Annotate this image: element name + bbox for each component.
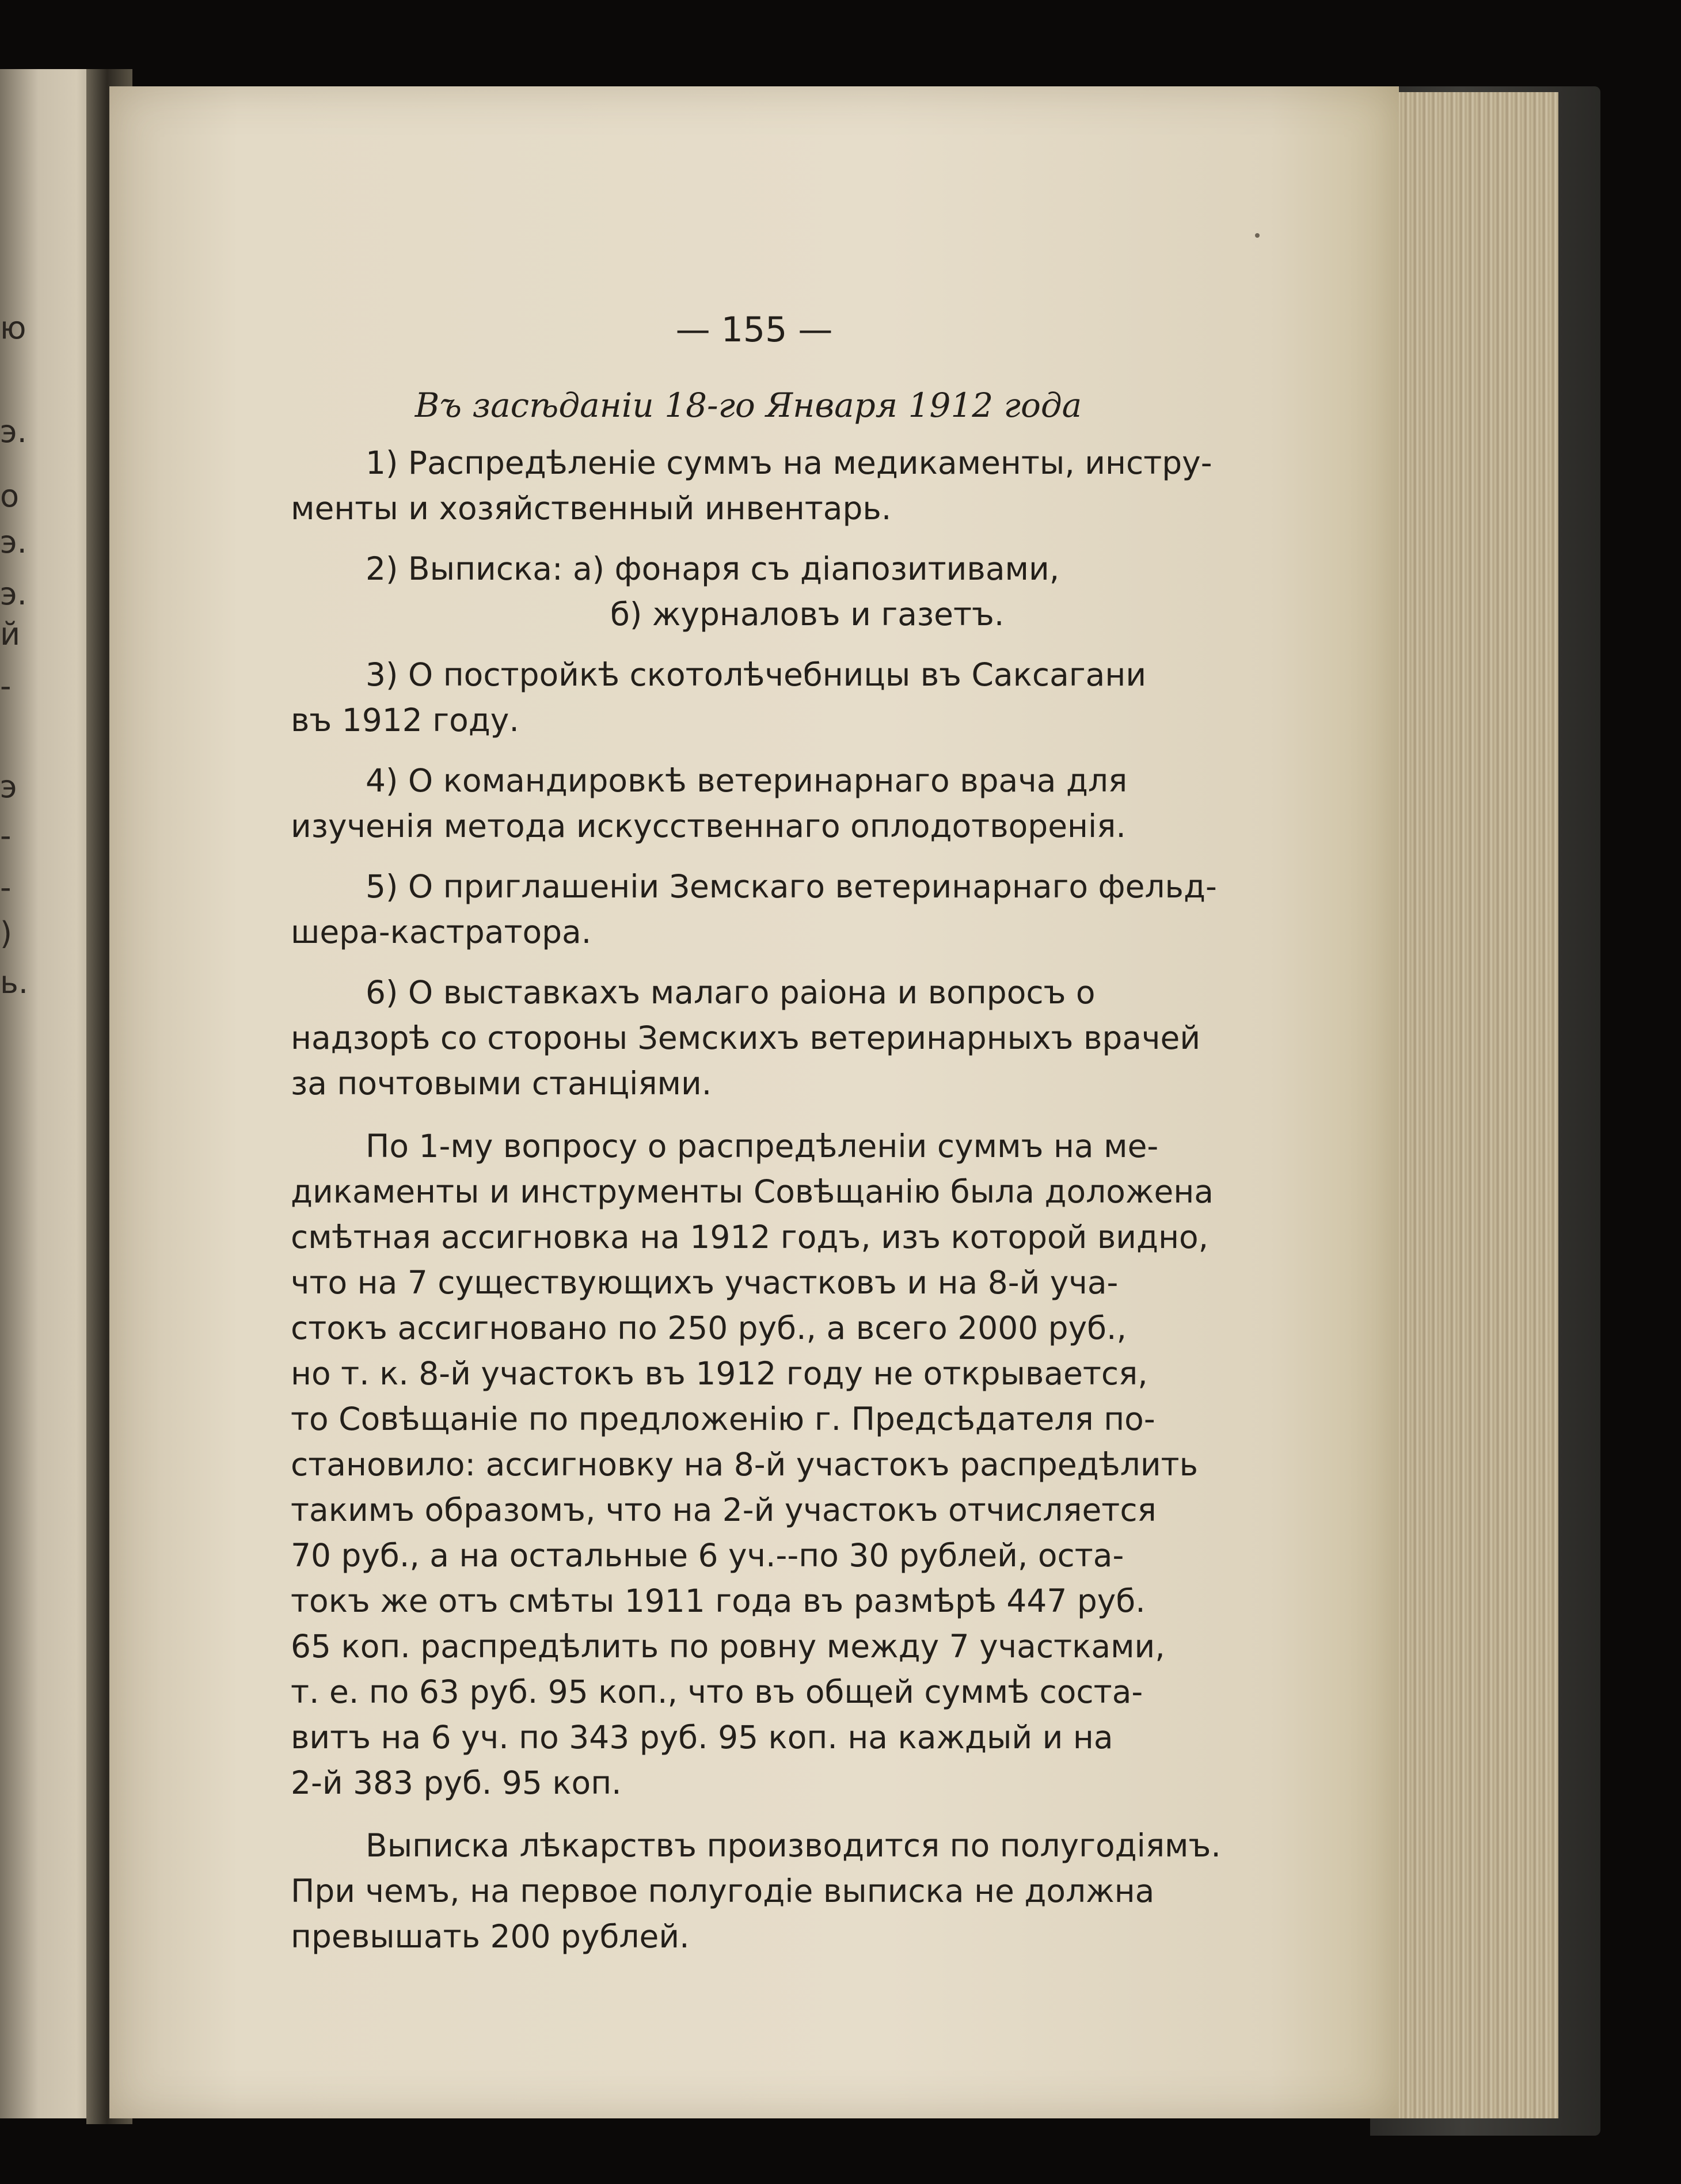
left-page-fragment: й: [0, 616, 21, 652]
text-line: 4) О командировкѣ ветеринарнаго врача для: [366, 762, 1128, 799]
left-page-fragment: ю: [0, 310, 26, 346]
left-page-fragment: э: [0, 768, 17, 805]
left-page-fragment: э.: [0, 576, 27, 612]
text-line: т. е. по 63 руб. 95 коп., что въ общей суммѣ соста-: [291, 1673, 1143, 1710]
left-page-fragment: -: [0, 869, 12, 905]
left-page-fragment: ь.: [0, 964, 28, 1000]
text-line: б) журналовъ и газетъ.: [610, 596, 1005, 633]
text-line: то Совѣщаніе по предложенію г. Предсѣдателя по-: [291, 1401, 1155, 1437]
text-line: 70 руб., а на остальные 6 уч.--по 30 рублей, оста-: [291, 1537, 1124, 1574]
text-line: дикаменты и инструменты Совѣщанію была доложена: [291, 1173, 1214, 1210]
left-page-fragment: ): [0, 915, 13, 952]
text-line: 2) Выписка: а) фонаря съ діапозитивами,: [366, 550, 1060, 587]
text-line: но т. к. 8-й участокъ въ 1912 году не открывается,: [291, 1355, 1148, 1392]
agenda-list: [291, 440, 1229, 1974]
agenda-item-3: [291, 652, 1229, 743]
text-line: смѣтная ассигновка на 1912 годъ, изъ которой видно,: [291, 1219, 1209, 1255]
right-page: [109, 86, 1399, 2118]
left-page-fragment: о: [0, 478, 20, 514]
text-line: стокъ ассигновано по 250 руб., а всего 2000 руб.,: [291, 1310, 1127, 1346]
agenda-item-6: [291, 970, 1229, 1106]
text-line: 6) О выставкахъ малаго раіона и вопросъ о: [366, 974, 1096, 1011]
body-paragraph-2: [291, 1823, 1229, 1959]
text-line: изученія метода искусственнаго оплодотворенія.: [291, 808, 1126, 844]
agenda-item-5: [291, 864, 1229, 955]
text-line: за почтовыми станціями.: [291, 1065, 712, 1102]
agenda-item-1: [291, 440, 1229, 531]
page-edges: [1393, 92, 1558, 2118]
text-line: По 1-му вопросу о распредѣленіи суммъ на ме-: [366, 1128, 1159, 1165]
text-line: становило: ассигновку на 8-й участокъ распредѣлить: [291, 1446, 1199, 1483]
left-page-fragment: э.: [0, 413, 27, 450]
page-number: — 155 —: [675, 310, 833, 350]
text-line: 2-й 383 руб. 95 коп.: [291, 1764, 622, 1801]
text-line: 65 коп. распредѣлить по ровну между 7 участками,: [291, 1628, 1165, 1665]
text-line: менты и хозяйственный инвентарь.: [291, 490, 892, 527]
text-line: 1) Распредѣленіе суммъ на медикаменты, инстру-: [366, 444, 1212, 481]
text-line: что на 7 существующихъ участковъ и на 8-й уча-: [291, 1264, 1119, 1301]
text-line: 3) О постройкѣ скотолѣчебницы въ Саксагани: [366, 656, 1147, 693]
meeting-heading: Въ засѣданіи 18-го Января 1912 года: [414, 386, 1082, 425]
text-line: токъ же отъ смѣты 1911 года въ размѣрѣ 447 руб.: [291, 1582, 1146, 1619]
left-page-fragment: -: [0, 817, 12, 854]
body-paragraph-1: [291, 1124, 1229, 1806]
text-line: 5) О приглашеніи Земскаго ветеринарнаго фельд-: [366, 868, 1217, 905]
agenda-item-2: [291, 546, 1229, 637]
text-line: надзорѣ со стороны Земскихъ ветеринарныхъ врачей: [291, 1019, 1201, 1056]
text-line: въ 1912 году.: [291, 702, 519, 739]
text-line: превышать 200 рублей.: [291, 1918, 690, 1955]
agenda-item-4: [291, 758, 1229, 849]
text-line: такимъ образомъ, что на 2-й участокъ отчисляется: [291, 1491, 1157, 1528]
left-page-fragment: -: [0, 668, 12, 704]
text-line: При чемъ, на первое полугодіе выписка не должна: [291, 1873, 1155, 1909]
left-page-fragment: э.: [0, 524, 27, 560]
paper-speck: [1255, 233, 1260, 238]
text-line: шера-кастратора.: [291, 914, 592, 950]
text-line: витъ на 6 уч. по 343 руб. 95 коп. на каждый и на: [291, 1719, 1113, 1756]
text-line: Выписка лѣкарствъ производится по полугодіямъ.: [366, 1827, 1221, 1864]
